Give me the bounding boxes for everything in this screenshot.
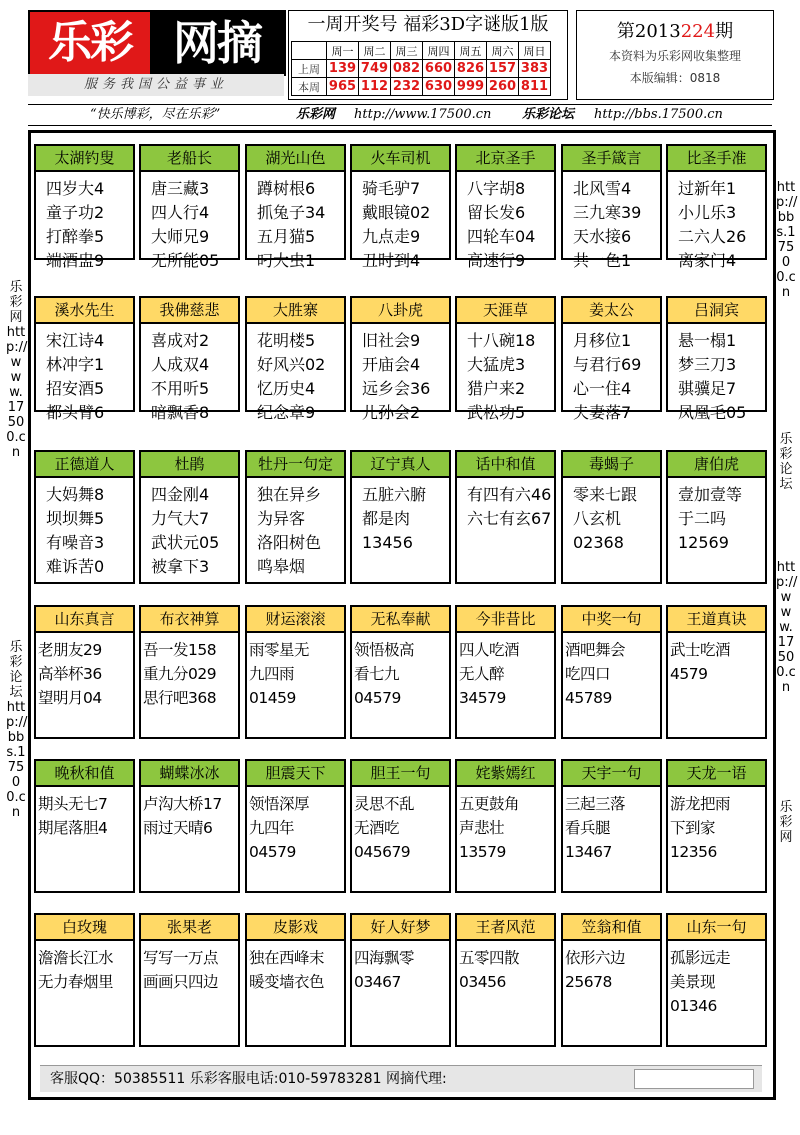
tip-card — [139, 144, 240, 270]
site1-name: 乐彩网 — [296, 107, 336, 122]
tip-card-title: 北京圣手 — [457, 146, 554, 172]
tip-card — [455, 605, 556, 739]
tip-card-title: 大胜寨 — [247, 298, 344, 324]
this-week-label: 本周 — [292, 78, 327, 96]
tip-card-title: 好人好梦 — [352, 915, 449, 941]
tip-card-title: 山东真言 — [36, 607, 133, 633]
footer-contact: 客服QQ：50385511 乐彩客服电话:010-59783281 网摘代理: — [50, 1071, 447, 1087]
tip-card-title: 王者风范 — [457, 915, 554, 941]
tip-card-title: 我佛慈悲 — [141, 298, 238, 324]
tip-card — [350, 913, 451, 1047]
tip-card — [666, 605, 767, 739]
tip-card-body: 卢沟大桥17 雨过天晴6 — [143, 795, 222, 837]
day-header: 周四 — [423, 42, 455, 60]
tip-card-body: 领悟深厚 九四年 04579 — [249, 795, 310, 861]
tip-card — [245, 144, 346, 270]
side-text-right-bottom: 乐彩网 — [779, 800, 793, 845]
tip-card-title: 胆震天下 — [247, 761, 344, 787]
tip-card-title: 蝴蝶冰冰 — [141, 761, 238, 787]
draw-number: 383 — [519, 60, 551, 78]
tip-card — [139, 296, 240, 422]
tip-card-body: 领悟极高 看七九 04579 — [354, 641, 415, 707]
side-text-right-low: http://www.17500.cn — [776, 560, 798, 695]
issue-box — [576, 10, 774, 100]
agent-field — [634, 1069, 754, 1089]
tip-card-body: 喜成对2 人成双4 不用听5 暗飘香8 — [151, 331, 210, 422]
tip-card — [666, 296, 767, 422]
draw-number: 811 — [519, 78, 551, 96]
tip-card-body: 月移位1 与君行69 心一住4 夫妻落7 — [573, 331, 642, 422]
tip-card — [561, 296, 662, 422]
draw-number: 660 — [423, 60, 455, 78]
tip-card — [455, 144, 556, 270]
tip-card — [455, 296, 556, 422]
tip-card — [666, 144, 767, 270]
day-header: 周日 — [519, 42, 551, 60]
tip-card-title: 杜鹃 — [141, 452, 238, 478]
tip-card-body: 雨零星无 九四雨 01459 — [249, 641, 310, 707]
tip-card-title: 王道真诀 — [668, 607, 765, 633]
tip-card-body: 唐三藏3 四人行4 大师兄9 无所能05 — [151, 179, 220, 270]
tip-card-body: 四海飘零 03467 — [354, 949, 415, 991]
tip-card-body: 零来七跟 八玄机 02368 — [573, 485, 638, 552]
tip-card-title: 皮影戏 — [247, 915, 344, 941]
tip-card — [139, 913, 240, 1047]
tip-card-title: 牡丹一句定 — [247, 452, 344, 478]
tip-card-title: 张果老 — [141, 915, 238, 941]
tip-card-title: 圣手箴言 — [563, 146, 660, 172]
tip-card-body: 宋江诗4 林冲字1 招安酒5 都头臂6 — [46, 331, 105, 422]
last-week-label: 上周 — [292, 60, 327, 78]
tip-card-title: 晚秋和值 — [36, 761, 133, 787]
tip-card — [350, 144, 451, 270]
logo-black-text: 网摘 — [150, 12, 284, 74]
tip-card-body: 五零四散 03456 — [459, 949, 520, 991]
draw-number: 999 — [455, 78, 487, 96]
tip-card-body: 四岁大4 童子功2 打醉拳5 端酒盅9 — [46, 179, 105, 270]
tip-card-body: 北风雪4 三九寒39 天水接6 共一色1 — [573, 179, 642, 270]
tip-card-body: 壹加壹等 于二吗 12569 — [678, 485, 743, 552]
tip-card-body: 游龙把雨 下到家 12356 — [670, 795, 731, 861]
tip-card-title: 八卦虎 — [352, 298, 449, 324]
tip-card-body: 八字胡8 留长发6 四轮车04 高速行9 — [467, 179, 536, 270]
tip-card — [561, 605, 662, 739]
tip-card — [350, 605, 451, 739]
tip-card-body: 花明楼5 好风兴02 忆历史4 纪念章9 — [257, 331, 326, 422]
tip-card-title: 正德道人 — [36, 452, 133, 478]
tip-card-title: 吕洞宾 — [668, 298, 765, 324]
tip-card-body: 五更鼓角 声悲壮 13579 — [459, 795, 520, 861]
draw-number: 082 — [391, 60, 423, 78]
tip-card-title: 话中和值 — [457, 452, 554, 478]
tip-card — [34, 913, 135, 1047]
tip-card — [666, 913, 767, 1047]
tip-card-body: 灵思不乱 无酒吃 045679 — [354, 795, 415, 861]
tip-card-body: 四金刚4 力气大7 武状元05 被拿下3 — [151, 485, 220, 576]
draw-number: 965 — [327, 78, 359, 96]
draw-number: 826 — [455, 60, 487, 78]
tip-card-body: 四人吃酒 无人醉 34579 — [459, 641, 520, 707]
logo — [28, 10, 286, 76]
tip-card-title: 天涯草 — [457, 298, 554, 324]
draw-number: 139 — [327, 60, 359, 78]
side-text-left-top: 乐彩网 http://www.17500.cn — [6, 280, 28, 460]
tip-card — [139, 759, 240, 893]
motto: “快乐博彩，尽在乐彩” — [90, 107, 221, 122]
tip-card — [350, 296, 451, 422]
tip-card-title: 无私奉献 — [352, 607, 449, 633]
tip-card-title: 天宇一句 — [563, 761, 660, 787]
side-text-left-bottom: 乐彩论坛 http://bbs.17500.cn — [6, 640, 28, 820]
draw-number: 112 — [359, 78, 391, 96]
slogan: 服务我国公益事业 — [28, 74, 284, 96]
tip-card-body: 有四有六46 六七有玄67 — [467, 485, 552, 528]
tip-card — [666, 759, 767, 893]
tip-card — [139, 450, 240, 584]
tip-card-title: 比圣手准 — [668, 146, 765, 172]
day-header: 周三 — [391, 42, 423, 60]
tip-card-body: 过新年1 小儿乐3 二六人26 离家门4 — [678, 179, 747, 270]
tip-card — [561, 759, 662, 893]
draw-number: 749 — [359, 60, 391, 78]
tip-card — [455, 450, 556, 584]
draw-number: 630 — [423, 78, 455, 96]
tip-card — [350, 450, 451, 584]
day-header: 周二 — [359, 42, 391, 60]
tip-card — [34, 296, 135, 422]
side-text-right-top: http://bbs.17500.cn — [776, 180, 798, 300]
tip-card-title: 笠翁和值 — [563, 915, 660, 941]
logo-red-text: 乐彩 — [30, 12, 150, 74]
day-header: 周一 — [327, 42, 359, 60]
tip-card-body: 骑毛驴7 戴眼镜02 九点走9 丑时到4 — [362, 179, 431, 270]
tip-card-title: 胆王一句 — [352, 761, 449, 787]
tip-card-body: 吾一发158 重九分029 思行吧368 — [143, 641, 217, 707]
page-title: 一周开奖号 福彩3D字谜版1版 — [307, 14, 549, 35]
tip-card-title: 财运滚滚 — [247, 607, 344, 633]
tip-card-body: 酒吧舞会 吃四口 45789 — [565, 641, 626, 707]
tip-card-body: 独在异乡 为异客 洛阳树色 鸣皋烟 — [257, 485, 322, 576]
tip-card — [245, 450, 346, 584]
tip-card-body: 写写一万点 画画只四边 — [143, 949, 219, 991]
tip-card — [561, 913, 662, 1047]
tip-card — [455, 759, 556, 893]
tip-card — [34, 450, 135, 584]
tip-card — [245, 605, 346, 739]
tip-card-title: 今非昔比 — [457, 607, 554, 633]
tip-card-body: 旧社会9 开庙会4 远乡会36 儿孙会2 — [362, 331, 431, 422]
tip-card-body: 武士吃酒 4579 — [670, 641, 731, 683]
draw-number: 232 — [391, 78, 423, 96]
tip-card-body: 澹澹长江水 无力春烟里 — [38, 949, 114, 991]
tip-card-title: 姹紫嫣红 — [457, 761, 554, 787]
tip-card-title: 老船长 — [141, 146, 238, 172]
tip-card-title: 溪水先生 — [36, 298, 133, 324]
url-bar — [28, 104, 772, 126]
tip-card-title: 天龙一语 — [668, 761, 765, 787]
issue-source: 本资料为乐彩网收集整理 — [608, 49, 741, 63]
tip-card — [245, 759, 346, 893]
tip-card — [245, 296, 346, 422]
tip-card-body: 三起三落 看兵腿 13467 — [565, 795, 626, 861]
tip-card-body: 五脏六腑 都是肉 13456 — [362, 485, 427, 552]
tip-card — [139, 605, 240, 739]
side-text-right-mid: 乐彩论坛 — [779, 432, 793, 492]
tip-card-title: 火车司机 — [352, 146, 449, 172]
tip-card-title: 姜太公 — [563, 298, 660, 324]
tip-card-title: 山东一句 — [668, 915, 765, 941]
footer — [40, 1065, 762, 1092]
tip-card-body: 大妈舞8 坝坝舞5 有噪音3 难诉苦0 — [46, 485, 105, 576]
tip-card-title: 布衣神算 — [141, 607, 238, 633]
day-header: 周六 — [487, 42, 519, 60]
draw-table — [291, 41, 551, 96]
issue-editor: 本版编辑：0818 — [629, 71, 721, 85]
tip-card-body: 期头无七7 期尾落胆4 — [38, 795, 108, 837]
issue-number: 第2013224期 — [616, 21, 734, 42]
tip-card-body: 依形六边 25678 — [565, 949, 626, 991]
tip-card — [34, 759, 135, 893]
tip-card-title: 白玫瑰 — [36, 915, 133, 941]
day-header: 周五 — [455, 42, 487, 60]
tip-card-title: 毒蝎子 — [563, 452, 660, 478]
tip-card-body: 蹲树根6 抓兔子34 五月猫5 叼大虫1 — [257, 179, 326, 270]
tip-card-title: 辽宁真人 — [352, 452, 449, 478]
site1-url[interactable]: http://www.17500.cn — [354, 107, 492, 122]
tip-card-title: 湖光山色 — [247, 146, 344, 172]
tip-card — [34, 144, 135, 270]
tip-card-body: 十八碗18 大猛虎3 猎户来2 武松功5 — [467, 331, 536, 422]
tip-card — [350, 759, 451, 893]
tip-card-body: 悬一榻1 梦三刀3 骐骥足7 凤凰毛05 — [678, 331, 747, 422]
site2-url[interactable]: http://bbs.17500.cn — [594, 107, 723, 122]
tip-card-title: 太湖钓叟 — [36, 146, 133, 172]
draw-number: 157 — [487, 60, 519, 78]
tip-card — [34, 605, 135, 739]
tip-card-body: 独在西峰末 暖变墙衣色 — [249, 949, 325, 991]
site2-name: 乐彩论坛 — [522, 107, 575, 122]
tip-card-body: 孤影远走 美景现 01346 — [670, 949, 731, 1015]
tip-card — [561, 144, 662, 270]
tip-card-title: 唐伯虎 — [668, 452, 765, 478]
title-box — [288, 10, 568, 100]
tip-card — [245, 913, 346, 1047]
tip-card-body: 老朋友29 高举杯36 望明月04 — [38, 641, 102, 707]
tip-card — [455, 913, 556, 1047]
tip-card — [561, 450, 662, 584]
draw-number: 260 — [487, 78, 519, 96]
tip-card-title: 中奖一句 — [563, 607, 660, 633]
tip-card — [666, 450, 767, 584]
